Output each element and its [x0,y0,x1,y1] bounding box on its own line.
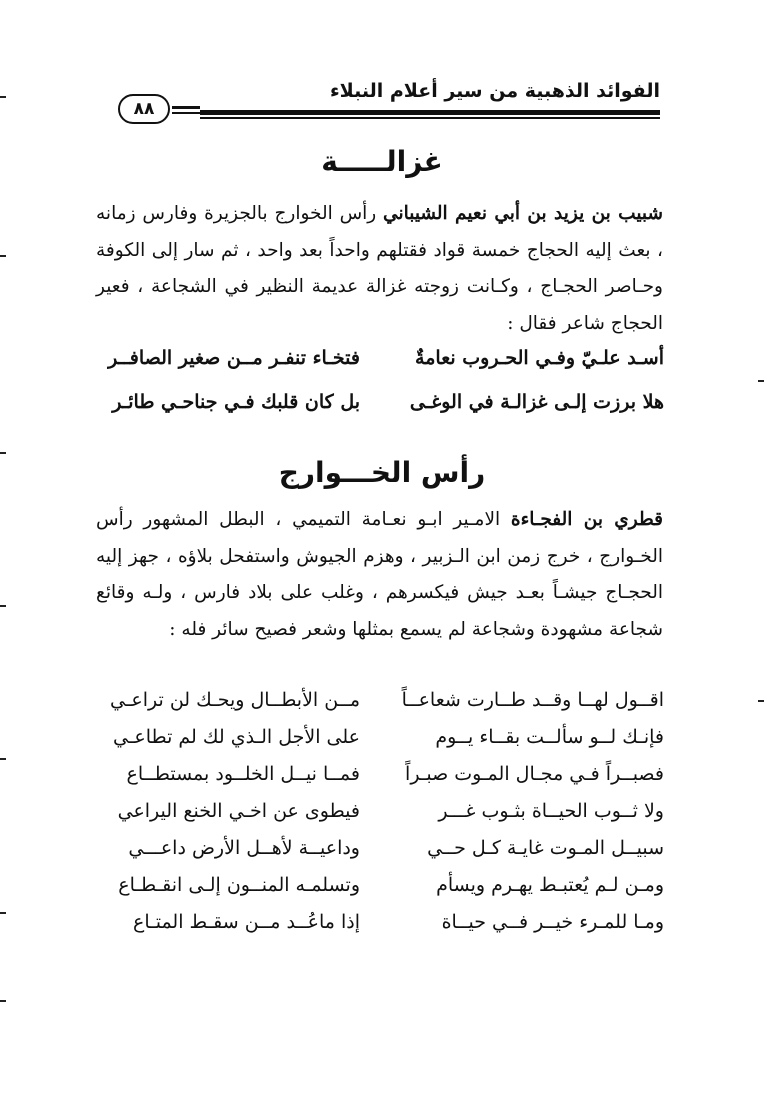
verse-first-hemistich: فصبــراً فـي مجـال المـوت صبـراً [405,763,664,785]
paragraph-line: الحجاج شاعر فقال : [507,312,663,334]
page-number-rule [172,112,200,114]
section-paragraph [96,502,663,648]
verse [98,828,664,868]
section-title: رأس الخـــوارج [278,456,486,489]
person-name: قطري بن الفجـاءة [510,509,663,530]
section-paragraph [96,196,663,342]
paragraph-line: وحـاصر الحجـاج ، وكـانت زوجته غزالة عديمة النظير في الشجاعة ، فعير [96,276,663,297]
margin-tick [0,96,6,98]
verse-second-hemistich: فتخـاء تنفـر مــن صغير الصافــر [108,347,360,369]
page-number-rule [172,106,200,109]
verse-second-hemistich: إذا ماعُــد مــن سقـط المتـاع [133,911,360,933]
page-number-box [100,94,200,124]
verse [98,382,664,422]
verse-first-hemistich: ومـن لـم يُعتبـط يهـرم ويسأم [436,874,664,896]
verse-second-hemistich: وداعيــة لأهــل الأرض داعـــي [128,837,360,859]
verse-first-hemistich: أسـد علـيّ وفـي الحـروب نعامةٌ [415,347,664,369]
margin-tick [758,700,764,702]
verse [98,754,664,794]
verse-first-hemistich: ومـا للمـرء خيــر فــي حيــاة [441,911,664,933]
verse-first-hemistich: هلا برزت إلـى غزالـة في الوغـى [409,391,664,413]
running-header [100,78,660,122]
verse-first-hemistich: ولا ثــوب الحيــاة بثـوب غـــر [438,800,664,822]
verse-first-hemistich: سبيــل المـوت غايـة كـل حــي [427,837,664,859]
verse-second-hemistich: بل كان قلبك فـي جناحـي طائـر [112,391,360,413]
verse-second-hemistich: فمــا نيــل الخلــود بمستطــاع [126,763,360,785]
margin-tick [0,912,6,914]
paragraph-line: بعث إليه الحجاج خمسة قواد فقتلهم واحداً بعد واحد ، ثم سار إلى الكوفة [96,239,651,261]
paragraph-line: شجاعة مشهودة وشجاعة لم يسمع بمثلها وشعر فصيح سائر فله : [169,618,663,640]
verse [98,865,664,905]
paragraph-line: الخـوارج ، خرج زمن ابن الـزبير ، وهزم الجيوش واستفحل بلاؤه ، جهز إليه [96,545,663,567]
verse-first-hemistich: اقــول لهــا وقــد طــارت شعاعــاً [401,689,664,711]
verse [98,791,664,831]
paragraph-line: الحجـاج جيشـاً بعـد جيش فيكسرهم ، وغلب على بلاد فارس ، ولـه وقائع [96,582,663,603]
paragraph-line: الامـير ابـو نعـامة التميمي ، البطل المشهور رأس [96,509,501,530]
section-title: غزالـــــة [321,145,443,178]
margin-tick [0,758,6,760]
verse [98,680,664,720]
verse-second-hemistich: وتسلمـه المنــون إلـى انقـطـاع [118,874,360,896]
verse [98,338,664,378]
verse-first-hemistich: فإنـك لــو سألــت بقــاء يــوم [435,726,664,748]
margin-tick [0,255,6,257]
verse [98,717,664,757]
margin-tick [0,605,6,607]
paragraph-line: رأس الخوارج بالجزيرة وفارس زمانه ، [96,203,663,261]
verse-second-hemistich: مــن الأبطــال ويحـك لن تراعـي [110,689,360,711]
header-title: الفوائد الذهبية من سير أعلام النبلاء [329,80,660,102]
page-number: ٨٨ [118,94,170,124]
margin-tick [0,1000,6,1002]
verse [98,902,664,942]
person-name: شبيب بن يزيد بن أبي نعيم الشيباني [383,203,663,224]
verse-second-hemistich: فيطوى عن اخـي الخنع اليراعي [117,800,360,822]
margin-tick [758,380,764,382]
verse-second-hemistich: على الأجل الـذي لك لم تطاعـي [112,726,360,748]
